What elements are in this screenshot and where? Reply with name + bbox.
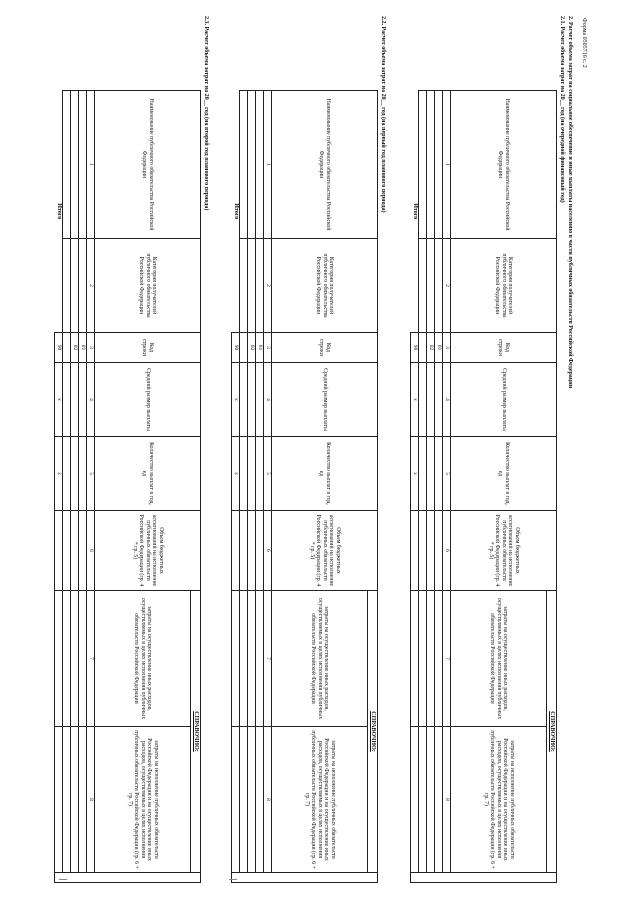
table-2-1 <box>410 90 557 883</box>
header-average-payment: Средний размер выплаты <box>451 363 557 437</box>
header-obligation-name: Наименование публичного обязательства Российской Федерации <box>272 91 378 239</box>
cell-obligation-name[interactable] <box>240 91 248 239</box>
col-number: 4 <box>264 363 272 437</box>
cell-row-code: 01 <box>435 333 443 363</box>
header-recipient-category: Категория получателей публичного обязательства Российской Федерации <box>272 239 378 333</box>
scan-mark <box>229 879 237 880</box>
cell-obligation-name[interactable] <box>248 91 256 239</box>
header-payments-per-year: Количество выплат в год, ед <box>451 437 557 511</box>
cell-budget-volume[interactable] <box>419 511 427 591</box>
cell-recipient-category[interactable] <box>256 239 264 333</box>
col-number: 3 <box>264 333 272 363</box>
table-right-margin <box>232 873 378 883</box>
col-number: 3 <box>87 333 95 363</box>
cell-obligation-name[interactable] <box>256 91 264 239</box>
cell-other-costs[interactable] <box>256 591 264 727</box>
cell-other-costs[interactable] <box>79 591 87 727</box>
header-obligation-name: Наименование публичного обязательства Российской Федерации <box>95 91 201 239</box>
cell-total-costs[interactable] <box>240 727 248 873</box>
total-other-costs[interactable] <box>411 591 419 727</box>
cell-payments-per-year[interactable] <box>63 437 71 511</box>
cell-row-code: 01 <box>256 333 264 363</box>
header-total-costs: затраты на исполнение публичных обязательств Российской Федерации и на осуществление иных расходов, осуществляемых в целях исполнения публичных обязательств Российской Федерации (гр. 6 + гр. 7) <box>451 727 547 873</box>
cell-budget-volume[interactable] <box>256 511 264 591</box>
cell-budget-volume[interactable] <box>240 511 248 591</box>
col-number: 8 <box>87 727 95 873</box>
cell-average-payment[interactable] <box>63 363 71 437</box>
total-budget-volume[interactable] <box>232 511 240 591</box>
cell-recipient-category[interactable] <box>79 239 87 333</box>
cell-total-costs[interactable] <box>427 727 435 873</box>
header-reference: СПРАВОЧНО: <box>547 591 557 873</box>
form-code: Форма 0505716 с. 2 <box>581 18 587 68</box>
total-row-code: 90 <box>232 333 240 363</box>
header-reference: СПРАВОЧНО: <box>191 591 201 873</box>
cell-obligation-name[interactable] <box>79 91 87 239</box>
cell-average-payment[interactable] <box>71 363 79 437</box>
table-row <box>427 91 435 883</box>
section-title: 2. Расчет объема затрат на социальное обеспечение и иные выплаты населению в части публичных обязательств Российской Федерации <box>567 16 573 389</box>
cell-payments-per-year[interactable] <box>240 437 248 511</box>
cell-row-code: 02 <box>248 333 256 363</box>
col-number: 8 <box>443 727 451 873</box>
col-number: 6 <box>443 511 451 591</box>
table-2-2 <box>231 90 378 883</box>
cell-total-costs[interactable] <box>419 727 427 873</box>
total-label: Итого <box>55 203 62 220</box>
scan-mark <box>59 879 67 880</box>
total-payments-per-year-x: x <box>411 437 419 511</box>
cell-average-payment[interactable] <box>435 363 443 437</box>
col-number: 4 <box>443 363 451 437</box>
header-row-code: Код строки <box>272 333 378 363</box>
cell-recipient-category[interactable] <box>240 239 248 333</box>
col-number: 2 <box>443 239 451 333</box>
table-row <box>71 91 79 883</box>
col-number: 2 <box>87 239 95 333</box>
column-number-row <box>443 91 451 883</box>
cell-recipient-category[interactable] <box>435 239 443 333</box>
total-payments-per-year-x: x <box>232 437 240 511</box>
table-row <box>248 91 256 883</box>
cell-recipient-category[interactable] <box>427 239 435 333</box>
table-row <box>256 91 264 883</box>
cell-average-payment[interactable] <box>427 363 435 437</box>
table-right-margin <box>55 873 201 883</box>
cell-other-costs[interactable] <box>427 591 435 727</box>
cell-payments-per-year[interactable] <box>427 437 435 511</box>
total-other-costs[interactable] <box>232 591 240 727</box>
col-number: 4 <box>87 363 95 437</box>
header-payments-per-year: Количество выплат в год, ед <box>95 437 201 511</box>
total-costs[interactable] <box>411 727 419 873</box>
subsection-title-2: 2.2. Расчет объема затрат на 20__ год (на первый год планового периода) <box>380 16 386 213</box>
header-total-costs: затраты на исполнение публичных обязательств Российской Федерации и на осуществление иных расходов, осуществляемых в целях исполнения публичных обязательств Российской Федерации (гр. 6 + гр. 7) <box>95 727 191 873</box>
header-average-payment: Средний размер выплаты <box>95 363 201 437</box>
header-other-costs: затраты на осуществление иных расходов, осуществляемых в целях исполнения публичных обязательств Российской Федерации <box>272 591 368 727</box>
cell-recipient-category[interactable] <box>419 239 427 333</box>
header-row-code: Код строки <box>95 333 201 363</box>
header-payments-per-year: Количество выплат в год, ед <box>272 437 378 511</box>
cell-obligation-name[interactable] <box>419 91 427 239</box>
cell-other-costs[interactable] <box>419 591 427 727</box>
total-costs[interactable] <box>232 727 240 873</box>
table-right-margin <box>411 873 557 883</box>
table-row <box>419 91 427 883</box>
cell-average-payment[interactable] <box>419 363 427 437</box>
col-number: 1 <box>264 91 272 239</box>
cell-payments-per-year[interactable] <box>71 437 79 511</box>
col-number: 5 <box>87 437 95 511</box>
cell-total-costs[interactable] <box>63 727 71 873</box>
cell-average-payment[interactable] <box>256 363 264 437</box>
table-row <box>240 91 248 883</box>
cell-average-payment[interactable] <box>240 363 248 437</box>
col-number: 5 <box>264 437 272 511</box>
cell-recipient-category[interactable] <box>248 239 256 333</box>
table-row <box>79 91 87 883</box>
cell-recipient-category[interactable] <box>71 239 79 333</box>
total-costs[interactable] <box>55 727 63 873</box>
cell-total-costs[interactable] <box>248 727 256 873</box>
cell-row-code <box>240 333 248 363</box>
total-row-code: 90 <box>411 333 419 363</box>
cell-obligation-name[interactable] <box>63 91 71 239</box>
cell-budget-volume[interactable] <box>248 511 256 591</box>
table-2-3 <box>54 90 201 883</box>
cell-obligation-name[interactable] <box>71 91 79 239</box>
cell-budget-volume[interactable] <box>79 511 87 591</box>
col-number: 7 <box>443 591 451 727</box>
cell-obligation-name[interactable] <box>427 91 435 239</box>
header-obligation-name: Наименование публичного обязательства Российской Федерации <box>451 91 557 239</box>
table-row <box>63 91 71 883</box>
col-number: 8 <box>264 727 272 873</box>
cell-budget-volume[interactable] <box>427 511 435 591</box>
cell-row-code <box>419 333 427 363</box>
cell-row-code <box>63 333 71 363</box>
total-row <box>55 91 63 883</box>
cell-average-payment[interactable] <box>79 363 87 437</box>
rotated-form-page <box>2 0 587 905</box>
table-row <box>435 91 443 883</box>
header-average-payment: Средний размер выплаты <box>272 363 378 437</box>
total-average-payment-x: x <box>411 363 419 437</box>
cell-other-costs[interactable] <box>71 591 79 727</box>
header-recipient-category: Категория получателей публичного обязательства Российской Федерации <box>451 239 557 333</box>
total-average-payment-x: x <box>232 363 240 437</box>
col-number: 6 <box>264 511 272 591</box>
subsection-title-1: 2.1. Расчет объема затрат на 20__ год (на очередной финансовый год) <box>559 16 565 203</box>
total-payments-per-year-x: x <box>55 437 63 511</box>
header-total-costs: затраты на исполнение публичных обязательств Российской Федерации и на осуществление иных расходов, осуществляемых в целях исполнения публичных обязательств Российской Федерации (гр. 6 + гр. 7) <box>272 727 368 873</box>
cell-total-costs[interactable] <box>71 727 79 873</box>
cell-payments-per-year[interactable] <box>79 437 87 511</box>
cell-row-code: 02 <box>71 333 79 363</box>
column-number-row <box>87 91 95 883</box>
header-budget-volume: Объем бюджетных ассигнований на исполнение публичных обязательств Российской Федерации (гр. 4 * гр. 5) <box>451 511 557 591</box>
total-row <box>411 91 419 883</box>
col-number: 5 <box>443 437 451 511</box>
column-number-row <box>264 91 272 883</box>
cell-other-costs[interactable] <box>240 591 248 727</box>
col-number: 7 <box>264 591 272 727</box>
subsection-title-3: 2.3. Расчет объема затрат на 20__ год (на второй год планового периода) <box>203 16 209 211</box>
cell-budget-volume[interactable] <box>63 511 71 591</box>
header-reference: СПРАВОЧНО: <box>368 591 378 873</box>
total-label: Итого <box>411 203 418 220</box>
cell-total-costs[interactable] <box>435 727 443 873</box>
cell-payments-per-year[interactable] <box>435 437 443 511</box>
cell-total-costs[interactable] <box>79 727 87 873</box>
cell-row-code: 02 <box>427 333 435 363</box>
header-recipient-category: Категория получателей публичного обязательства Российской Федерации <box>95 239 201 333</box>
col-number: 1 <box>87 91 95 239</box>
header-budget-volume: Объем бюджетных ассигнований на исполнение публичных обязательств Российской Федерации (гр. 4 * гр. 5) <box>272 511 378 591</box>
cell-obligation-name[interactable] <box>435 91 443 239</box>
header-budget-volume: Объем бюджетных ассигнований на исполнение публичных обязательств Российской Федерации (гр. 4 * гр. 5) <box>95 511 201 591</box>
cell-recipient-category[interactable] <box>63 239 71 333</box>
cell-row-code: 01 <box>79 333 87 363</box>
cell-budget-volume[interactable] <box>435 511 443 591</box>
cell-payments-per-year[interactable] <box>419 437 427 511</box>
cell-other-costs[interactable] <box>63 591 71 727</box>
header-row-code: Код строки <box>451 333 557 363</box>
cell-average-payment[interactable] <box>248 363 256 437</box>
total-budget-volume[interactable] <box>55 511 63 591</box>
header-other-costs: затраты на осуществление иных расходов, осуществляемых в целях исполнения публичных обязательств Российской Федерации <box>95 591 191 727</box>
col-number: 3 <box>443 333 451 363</box>
col-number: 1 <box>443 91 451 239</box>
total-budget-volume[interactable] <box>411 511 419 591</box>
header-other-costs: затраты на осуществление иных расходов, осуществляемых в целях исполнения публичных обязательств Российской Федерации <box>451 591 547 727</box>
total-other-costs[interactable] <box>55 591 63 727</box>
cell-payments-per-year[interactable] <box>248 437 256 511</box>
cell-budget-volume[interactable] <box>71 511 79 591</box>
col-number: 2 <box>264 239 272 333</box>
total-row <box>232 91 240 883</box>
total-label: Итого <box>232 203 239 220</box>
cell-total-costs[interactable] <box>256 727 264 873</box>
total-row-code: 90 <box>55 333 63 363</box>
col-number: 6 <box>87 511 95 591</box>
col-number: 7 <box>87 591 95 727</box>
total-average-payment-x: x <box>55 363 63 437</box>
cell-other-costs[interactable] <box>435 591 443 727</box>
cell-payments-per-year[interactable] <box>256 437 264 511</box>
cell-other-costs[interactable] <box>248 591 256 727</box>
